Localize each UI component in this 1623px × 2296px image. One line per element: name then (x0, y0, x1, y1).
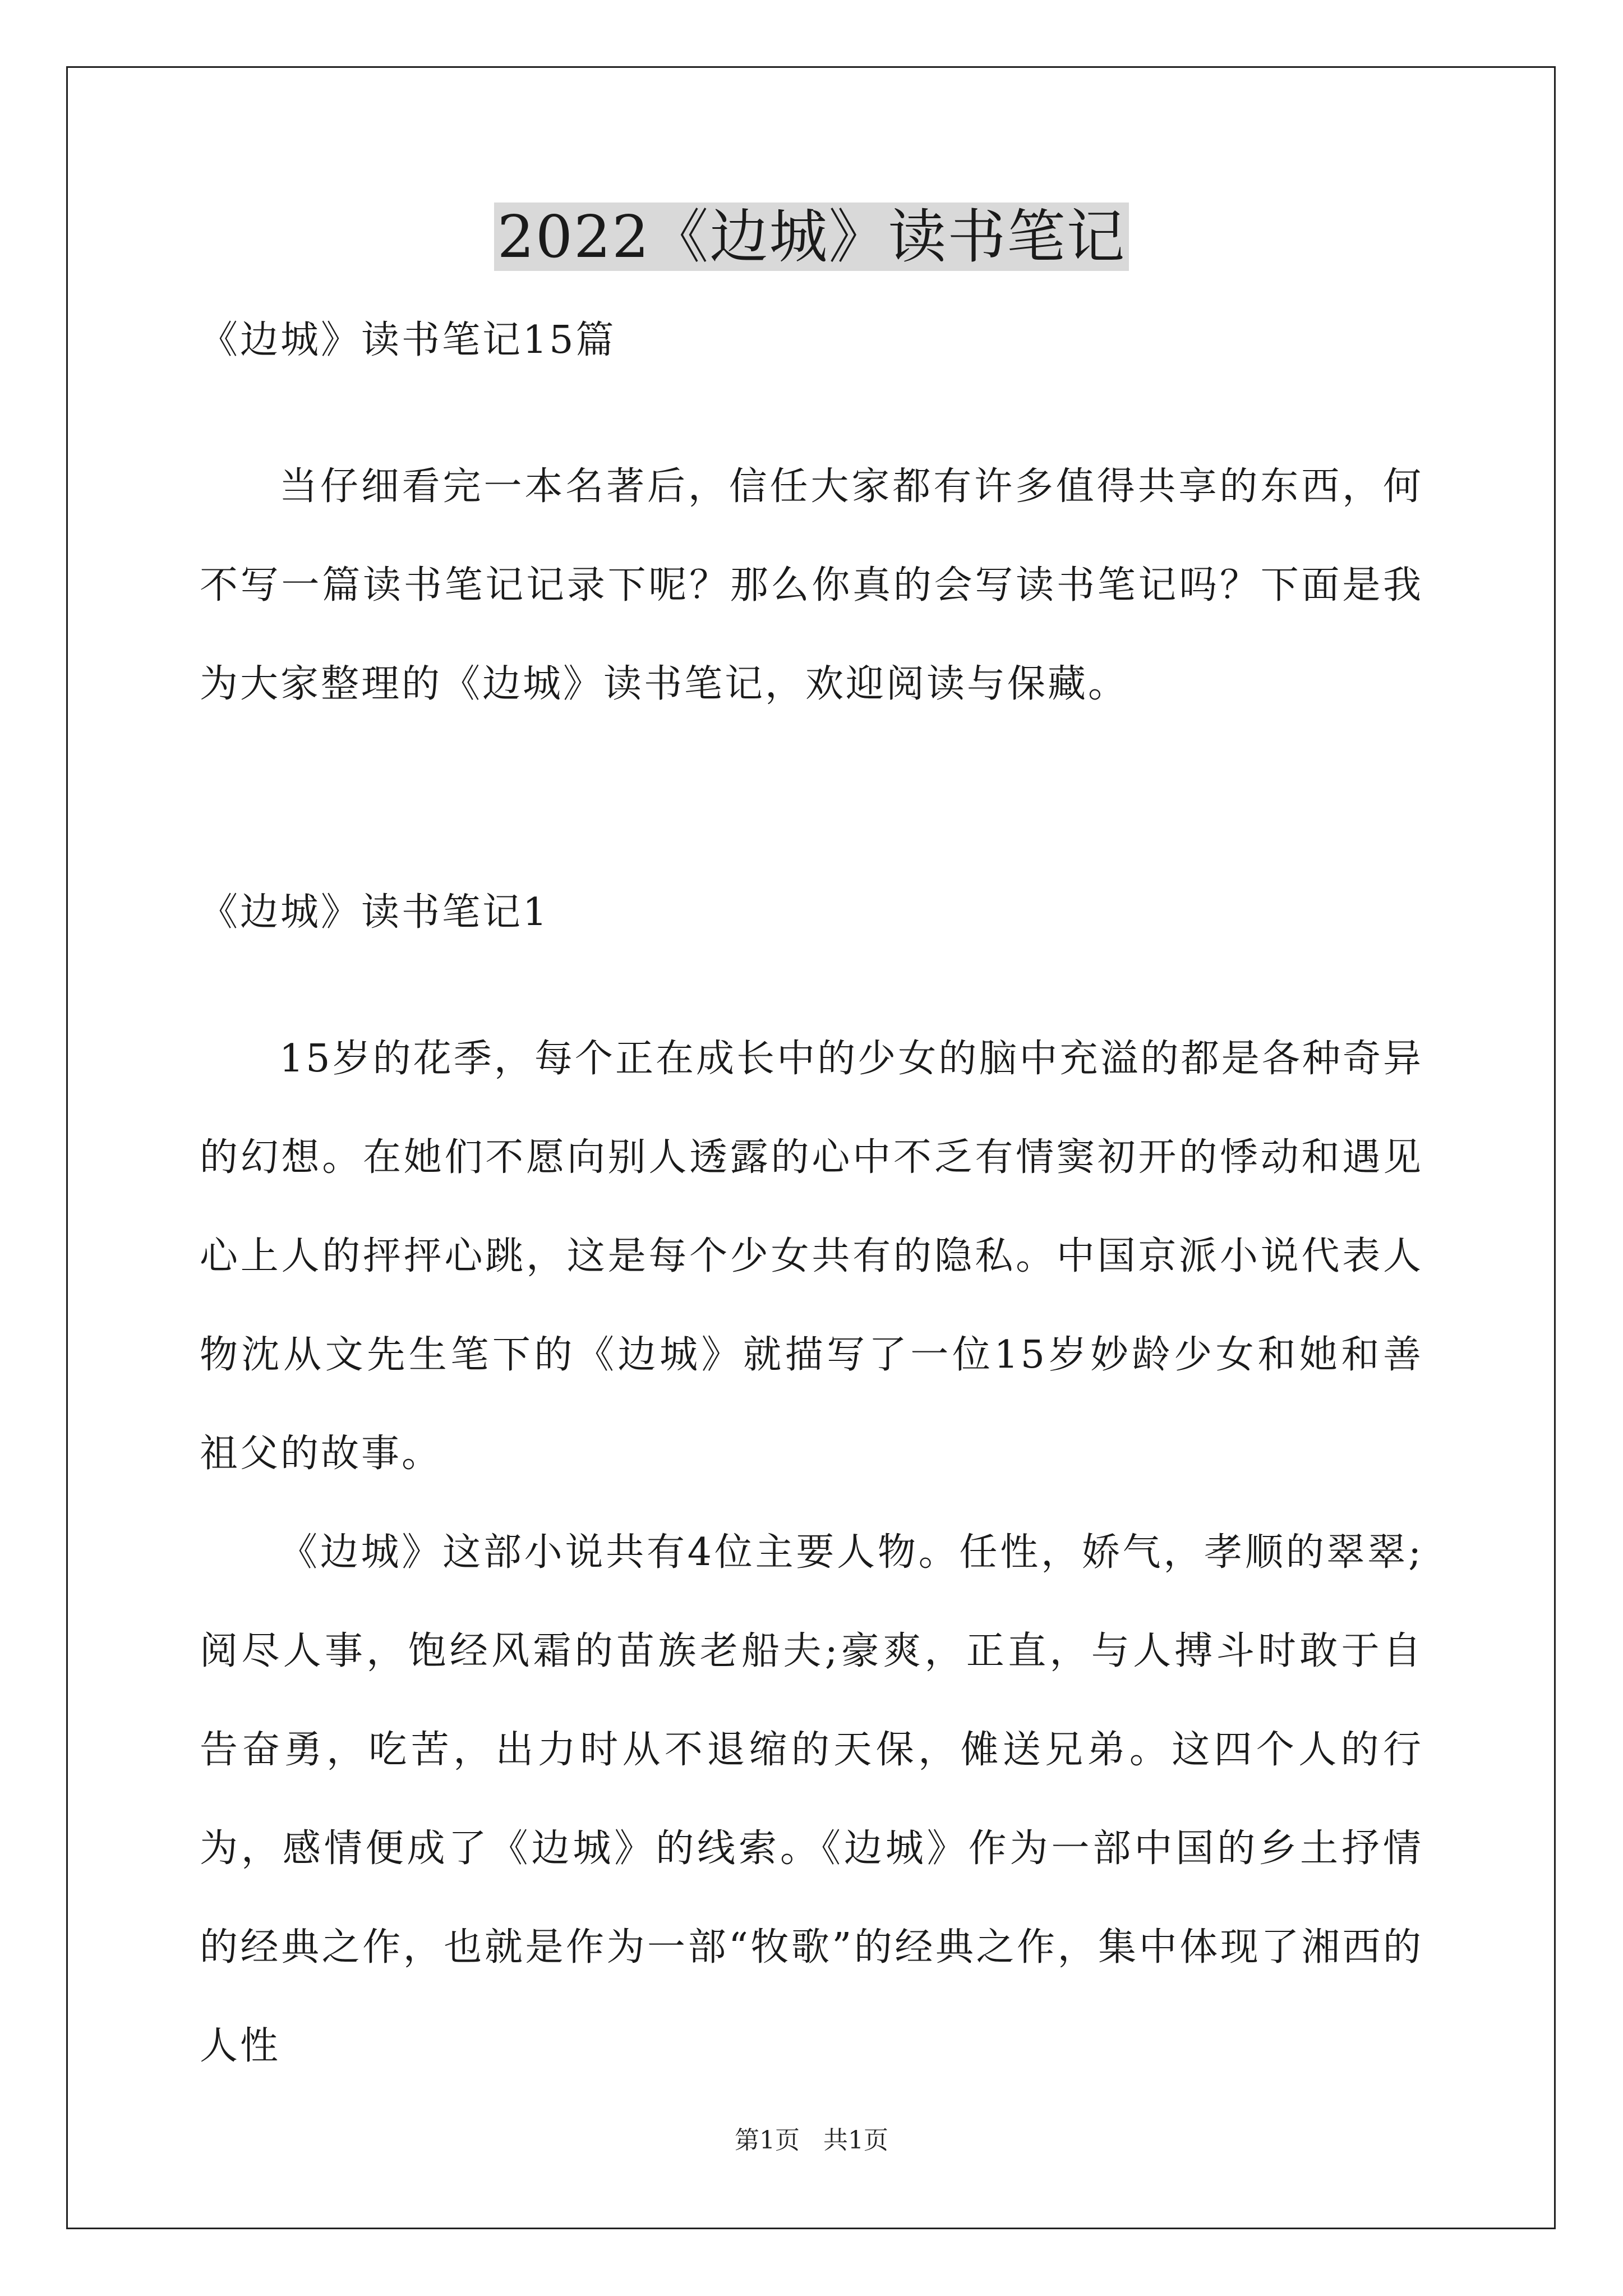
document-subtitle: 《边城》读书笔记15篇 (200, 318, 616, 362)
subtitle-block (200, 310, 1423, 371)
intro-paragraph: 当仔细看完一本名著后，信任大家都有许多值得共享的东西，何不写一篇读书笔记记录下呢？那么你真的会写读书笔记吗？下面是我为大家整理的《边城》读书笔记，欢迎阅读与保藏。 (200, 464, 1423, 706)
body-paragraph-2: 《边城》这部小说共有4位主要人物。任性，娇气，孝顺的翠翠;阅尽人事，饱经风霜的苗族老船夫;豪爽，正直，与人搏斗时敢于自告奋勇，吃苦，出力时从不退缩的天保，傩送兄弟。这四个人的行为，感情便成了《边城》的线索。《边城》作为一部中国的乡土抒情的经典之作，也就是作为一部“牧歌”的经典之作，集中体现了湘西的人性 (200, 1530, 1423, 2068)
page-footer: 第1页 共1页 (735, 2126, 888, 2155)
section-heading: 《边城》读书笔记1 (200, 890, 550, 935)
intro-block (200, 438, 1423, 734)
document-title (0, 197, 1623, 276)
body-paragraph-1: 15岁的花季，每个正在成长中的少女的脑中充溢的都是各种奇异的幻想。在她们不愿向别人透露的心中不乏有情窦初开的悸动和遇见心上人的抨抨心跳，这是每个少女共有的隐私。中国京派小说代表人物沈从文先生笔下的《边城》就描写了一位15岁妙龄少女和她和善祖父的故事。 (200, 1037, 1423, 1476)
section-heading-block (200, 882, 1423, 944)
body-block (200, 1010, 1423, 2096)
document-title-text: 2022《边城》读书笔记 (494, 203, 1129, 271)
